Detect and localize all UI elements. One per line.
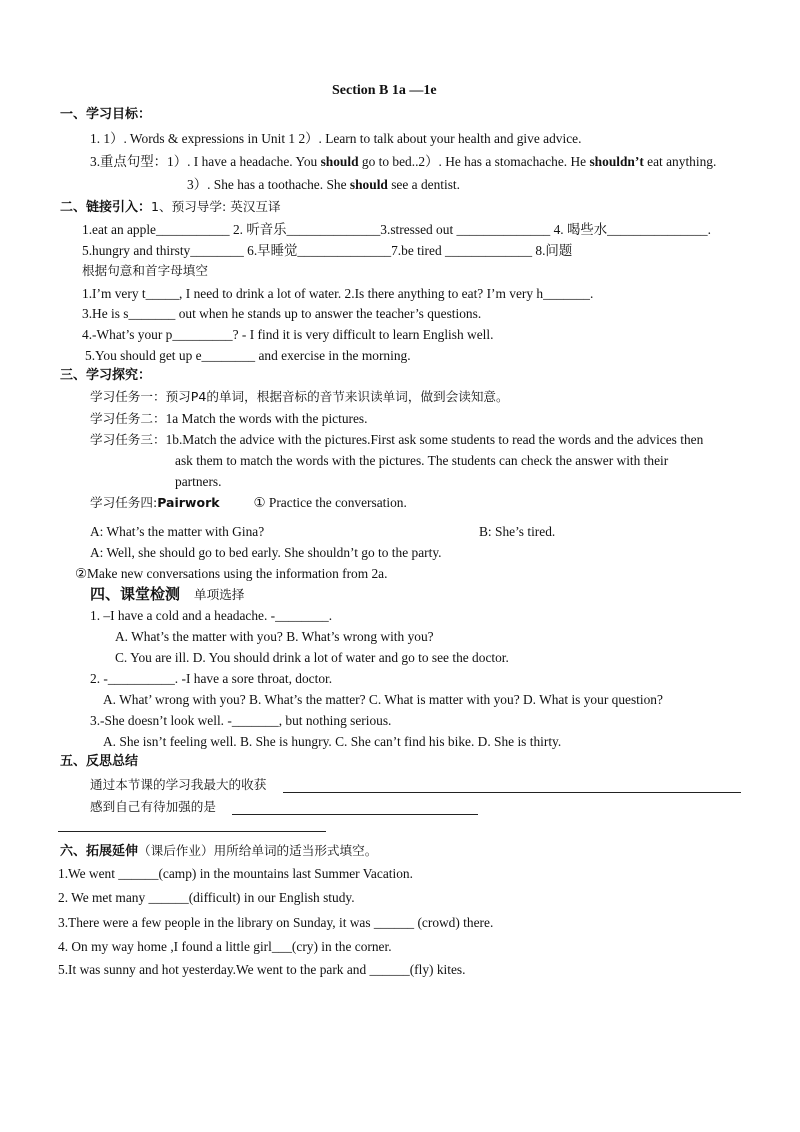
dialogue-a1: A: What’s the matter with Gina? [90, 524, 265, 539]
section-6-heading: 六、拓展延伸（课后作业）用所给单词的适当形式填空。 [60, 843, 378, 859]
fill-row-5: 5.You should get up e________ and exercise in the morning. [85, 348, 411, 363]
fill-row-3: 3.He is s_______ out when he stands up to answer the teacher’s questions. [82, 306, 482, 321]
question-1-options-b: C. You are ill. D. You should drink a lot of water and go to see the doctor. [115, 650, 509, 665]
reflection-improve-line [232, 814, 478, 815]
objective-line-1: 1. 1）. Words & expressions in Unit 1 2）. Learn to talk about your health and give advice. [90, 131, 582, 146]
objective-line-2: 3.重点句型：1）. I have a headache. You should go to bed..2）. He has a stomachache. He shouldn’t eat anything. [90, 154, 717, 169]
fill-row-4: 4.-What’s your p_________? - I find it is very difficult to learn English well. [82, 327, 494, 342]
exercise-2: 2. We met many ______(difficult) in our English study. [58, 890, 355, 905]
exercise-5: 5.It was sunny and hot yesterday.We went to the park and ______(fly) kites. [58, 962, 466, 977]
exercise-3: 3.There were a few people in the library on Sunday, it was ______ (crowd) there. [58, 915, 494, 930]
reflection-gain-label: 通过本节课的学习我最大的收获 [90, 777, 267, 792]
fill-instruction: 根据句意和首字母填空 [82, 263, 208, 278]
fill-row-1: 1.I’m very t_____, I need to drink a lot of water. 2.Is there anything to eat? I’m very h_______. [82, 286, 594, 301]
task-3-cont-2: partners. [175, 474, 222, 489]
question-2-options: A. What’ wrong with you? B. What’s the matter? C. What is matter with you? D. What is your question? [103, 692, 663, 707]
section-divider [58, 831, 326, 832]
question-3: 3.-She doesn’t look well. -_______, but nothing serious. [90, 713, 392, 728]
objective-line-3: 3）. She has a toothache. She should see a dentist. [187, 177, 460, 192]
reflection-gain-line [283, 792, 741, 793]
section-1-heading: 一、学习目标： [60, 107, 152, 122]
task-2: 学习任务二：1a Match the words with the pictures. [90, 411, 368, 426]
section-3-heading: 三、学习探究： [60, 368, 152, 383]
task-3: 学习任务三：1b.Match the advice with the pictures.First ask some students to read the words and the advices then [90, 432, 704, 447]
task-3-cont-1: ask them to match the words with the pictures. The students can check the answer with their [175, 453, 669, 468]
dialogue-b1: B: She’s tired. [479, 524, 556, 539]
section-2-heading: 二、链接引入：1、预习导学: 英汉互译 [60, 199, 281, 215]
dialogue-instruction: ②Make new conversations using the information from 2a. [75, 566, 388, 581]
translate-row-2: 5.hungry and thirsty________ 6.早睡觉______________7.be tired _____________ 8.问题 [82, 243, 573, 258]
dialogue-a2: A: Well, she should go to bed early. She shouldn’t go to the party. [90, 545, 442, 560]
section-5-heading: 五、反思总结 [60, 754, 139, 769]
question-2: 2. -__________. -I have a sore throat, doctor. [90, 671, 333, 686]
translate-row-1: 1.eat an apple___________ 2. 听音乐______________3.stressed out ______________ 4. 喝些水_______________. [82, 222, 711, 237]
question-1-options-a: A. What’s the matter with you? B. What’s wrong with you? [115, 629, 434, 644]
task-4: 学习任务四:Pairwork ① Practice the conversation. [90, 495, 407, 510]
exercise-1: 1.We went ______(camp) in the mountains last Summer Vacation. [58, 866, 413, 881]
question-1: 1. –I have a cold and a headache. -________. [90, 608, 333, 623]
section-4-heading: 四、课堂检测 单项选择 [90, 585, 245, 603]
exercise-4: 4. On my way home ,I found a little girl___(cry) in the corner. [58, 939, 392, 954]
question-3-options: A. She isn’t feeling well. B. She is hungry. C. She can’t find his bike. D. She is thirty. [103, 734, 562, 749]
reflection-improve-label: 感到自己有待加强的是 [90, 799, 216, 814]
page-title: Section B 1a —1e [332, 83, 437, 98]
task-1: 学习任务一：预习P4的单词，根据音标的音节来识读单词，做到会读知意。 [90, 389, 509, 404]
